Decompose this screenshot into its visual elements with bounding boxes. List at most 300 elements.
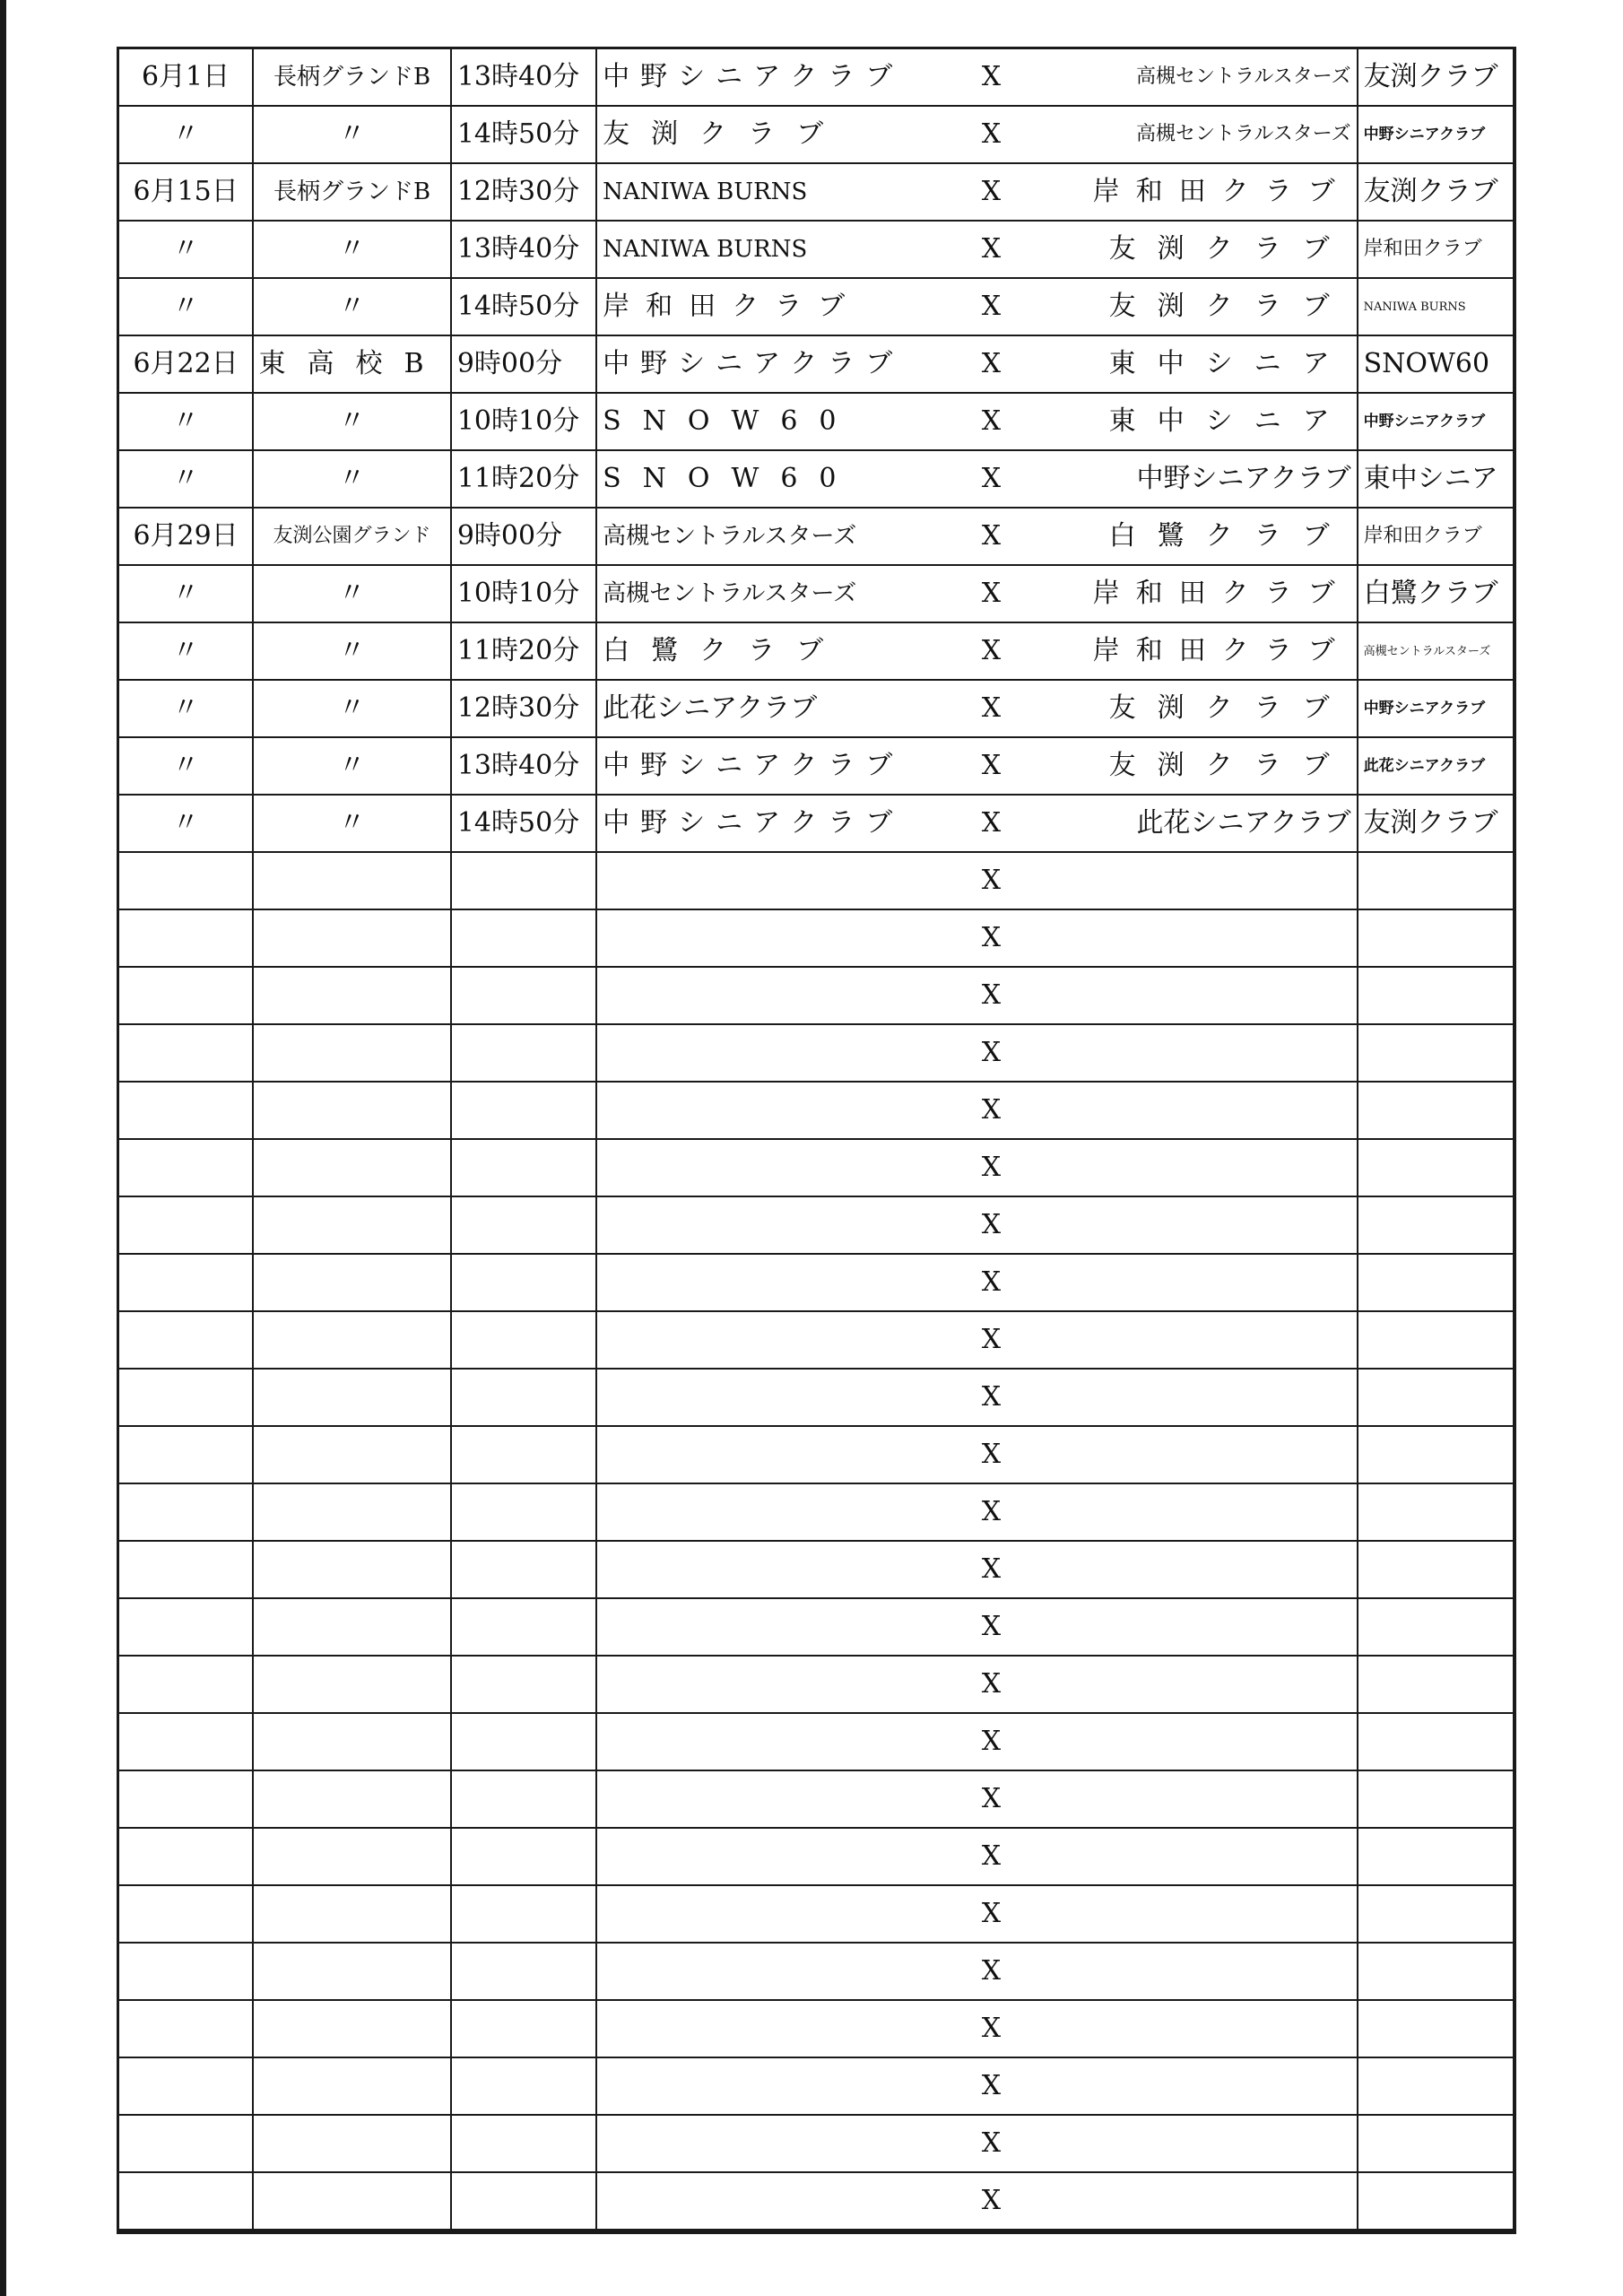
venue-cell: [253, 1139, 451, 1196]
venue-cell: [253, 1082, 451, 1139]
vs-cell: X: [938, 680, 1045, 737]
time-cell: 14時50分: [451, 278, 596, 335]
table-row: [119, 1943, 1513, 2000]
venue-cell: 〃: [253, 737, 451, 795]
vs-cell: X: [938, 1254, 1045, 1311]
away-team-cell: 友渕クラブ: [1045, 221, 1358, 278]
home-team-cell: [596, 1656, 938, 1713]
away-team-cell: 中野シニアクラブ: [1045, 450, 1358, 508]
home-team-cell: [596, 1541, 938, 1598]
away-team-cell: [1045, 1196, 1358, 1254]
away-team-cell: [1045, 1254, 1358, 1311]
home-team-cell: 高槻セントラルスターズ: [596, 565, 938, 622]
home-team-cell: SNOW60: [596, 450, 938, 508]
date-cell: [119, 1254, 253, 1311]
referee-team-cell: [1358, 1483, 1513, 1541]
venue-cell: 〃: [253, 565, 451, 622]
venue-cell: [253, 909, 451, 967]
date-cell: 6月1日: [119, 49, 253, 106]
referee-team-cell: 此花シニアクラブ: [1358, 737, 1513, 795]
referee-team-cell: 友渕クラブ: [1358, 49, 1513, 106]
time-cell: [451, 1483, 596, 1541]
away-team-cell: 岸和田クラブ: [1045, 565, 1358, 622]
venue-cell: [253, 1254, 451, 1311]
home-team-cell: [596, 909, 938, 967]
away-team-cell: 友渕クラブ: [1045, 278, 1358, 335]
table-row: [119, 2115, 1513, 2172]
table-row: [119, 278, 1513, 335]
vs-cell: X: [938, 852, 1045, 909]
away-team-cell: [1045, 1598, 1358, 1656]
referee-team-cell: [1358, 1139, 1513, 1196]
venue-cell: 〃: [253, 393, 451, 450]
date-cell: 〃: [119, 680, 253, 737]
time-cell: [451, 967, 596, 1024]
table-row: [119, 1828, 1513, 1885]
away-team-cell: [1045, 1885, 1358, 1943]
venue-cell: [253, 1196, 451, 1254]
table-row: [119, 1369, 1513, 1426]
time-cell: [451, 1828, 596, 1885]
referee-team-cell: [1358, 1885, 1513, 1943]
table-row: [119, 49, 1513, 106]
table-row: [119, 795, 1513, 852]
time-cell: [451, 2115, 596, 2172]
table-row: [119, 1541, 1513, 1598]
home-team-cell: [596, 1770, 938, 1828]
home-team-cell: [596, 1713, 938, 1770]
time-cell: 10時10分: [451, 393, 596, 450]
time-cell: 13時40分: [451, 737, 596, 795]
away-team-cell: 岸和田クラブ: [1045, 622, 1358, 680]
date-cell: 〃: [119, 278, 253, 335]
vs-cell: X: [938, 1024, 1045, 1082]
home-team-cell: SNOW60: [596, 393, 938, 450]
away-team-cell: 友渕クラブ: [1045, 680, 1358, 737]
time-cell: [451, 1082, 596, 1139]
away-team-cell: [1045, 1656, 1358, 1713]
vs-cell: X: [938, 1426, 1045, 1483]
venue-cell: 〃: [253, 278, 451, 335]
away-team-cell: [1045, 2057, 1358, 2115]
referee-team-cell: [1358, 1770, 1513, 1828]
date-cell: 〃: [119, 393, 253, 450]
venue-cell: 〃: [253, 680, 451, 737]
date-cell: [119, 1369, 253, 1426]
away-team-cell: [1045, 1483, 1358, 1541]
table-row: [119, 1139, 1513, 1196]
scan-edge-bar: [0, 0, 6, 2296]
referee-team-cell: [1358, 1713, 1513, 1770]
away-team-cell: [1045, 1311, 1358, 1369]
referee-team-cell: 岸和田クラブ: [1358, 221, 1513, 278]
time-cell: 10時10分: [451, 565, 596, 622]
referee-team-cell: [1358, 967, 1513, 1024]
home-team-cell: [596, 852, 938, 909]
home-team-cell: 高槻セントラルスターズ: [596, 508, 938, 565]
away-team-cell: [1045, 1541, 1358, 1598]
away-team-cell: [1045, 1713, 1358, 1770]
date-cell: 〃: [119, 622, 253, 680]
time-cell: [451, 1311, 596, 1369]
date-cell: 〃: [119, 737, 253, 795]
home-team-cell: [596, 1885, 938, 1943]
date-cell: [119, 1885, 253, 1943]
referee-team-cell: [1358, 1254, 1513, 1311]
vs-cell: X: [938, 967, 1045, 1024]
date-cell: [119, 2115, 253, 2172]
venue-cell: 〃: [253, 622, 451, 680]
home-team-cell: [596, 1082, 938, 1139]
vs-cell: X: [938, 221, 1045, 278]
away-team-cell: 白鷺クラブ: [1045, 508, 1358, 565]
vs-cell: X: [938, 622, 1045, 680]
vs-cell: X: [938, 450, 1045, 508]
venue-cell: [253, 852, 451, 909]
vs-cell: X: [938, 106, 1045, 163]
vs-cell: X: [938, 737, 1045, 795]
schedule-sheet: [117, 47, 1516, 2234]
home-team-cell: 此花シニアクラブ: [596, 680, 938, 737]
time-cell: [451, 1024, 596, 1082]
vs-cell: X: [938, 2115, 1045, 2172]
away-team-cell: [1045, 1139, 1358, 1196]
venue-cell: [253, 1369, 451, 1426]
away-team-cell: 高槻セントラルスターズ: [1045, 106, 1358, 163]
time-cell: [451, 2172, 596, 2230]
away-team-cell: [1045, 852, 1358, 909]
vs-cell: X: [938, 335, 1045, 393]
table-row: [119, 221, 1513, 278]
table-row: [119, 2057, 1513, 2115]
date-cell: 〃: [119, 565, 253, 622]
blank-rows: [119, 852, 1513, 2230]
time-cell: 13時40分: [451, 49, 596, 106]
away-team-cell: [1045, 909, 1358, 967]
away-team-cell: [1045, 2172, 1358, 2230]
time-cell: [451, 1139, 596, 1196]
date-cell: [119, 1770, 253, 1828]
referee-team-cell: [1358, 1943, 1513, 2000]
home-team-cell: [596, 2057, 938, 2115]
vs-cell: X: [938, 278, 1045, 335]
table-row: [119, 1598, 1513, 1656]
home-team-cell: [596, 1369, 938, 1426]
home-team-cell: [596, 1598, 938, 1656]
venue-cell: [253, 2115, 451, 2172]
home-team-cell: 岸和田クラブ: [596, 278, 938, 335]
date-cell: [119, 852, 253, 909]
home-team-cell: [596, 1828, 938, 1885]
vs-cell: X: [938, 1082, 1045, 1139]
referee-team-cell: [1358, 1082, 1513, 1139]
table-row: [119, 622, 1513, 680]
date-cell: 6月29日: [119, 508, 253, 565]
vs-cell: X: [938, 1196, 1045, 1254]
table-row: [119, 1254, 1513, 1311]
table-row: [119, 1426, 1513, 1483]
home-team-cell: [596, 1311, 938, 1369]
venue-cell: 〃: [253, 106, 451, 163]
referee-team-cell: 高槻セントラルスターズ: [1358, 622, 1513, 680]
venue-cell: [253, 1713, 451, 1770]
date-cell: [119, 1426, 253, 1483]
away-team-cell: 友渕クラブ: [1045, 737, 1358, 795]
venue-cell: [253, 1426, 451, 1483]
referee-team-cell: [1358, 909, 1513, 967]
home-team-cell: 白鷺クラブ: [596, 622, 938, 680]
vs-cell: X: [938, 795, 1045, 852]
date-cell: [119, 1541, 253, 1598]
referee-team-cell: [1358, 1196, 1513, 1254]
date-cell: 〃: [119, 795, 253, 852]
date-cell: [119, 1024, 253, 1082]
away-team-cell: 東中シニア: [1045, 393, 1358, 450]
table-row: [119, 508, 1513, 565]
home-team-cell: [596, 2115, 938, 2172]
table-row: [119, 1483, 1513, 1541]
date-cell: [119, 1656, 253, 1713]
venue-cell: [253, 1656, 451, 1713]
away-team-cell: [1045, 2000, 1358, 2057]
venue-cell: [253, 1483, 451, 1541]
away-team-cell: 東中シニア: [1045, 335, 1358, 393]
referee-team-cell: 東中シニア: [1358, 450, 1513, 508]
referee-team-cell: SNOW60: [1358, 335, 1513, 393]
vs-cell: X: [938, 163, 1045, 221]
date-cell: [119, 2172, 253, 2230]
referee-team-cell: [1358, 1656, 1513, 1713]
time-cell: [451, 1713, 596, 1770]
referee-team-cell: 白鷺クラブ: [1358, 565, 1513, 622]
referee-team-cell: NANIWA BURNS: [1358, 278, 1513, 335]
date-cell: [119, 1598, 253, 1656]
table-row: [119, 1713, 1513, 1770]
date-cell: [119, 1483, 253, 1541]
venue-cell: 〃: [253, 450, 451, 508]
time-cell: [451, 2000, 596, 2057]
venue-cell: [253, 1024, 451, 1082]
time-cell: [451, 1426, 596, 1483]
referee-team-cell: [1358, 2000, 1513, 2057]
referee-team-cell: [1358, 1024, 1513, 1082]
table-row: [119, 335, 1513, 393]
match-schedule-table: [119, 49, 1513, 2231]
home-team-cell: [596, 967, 938, 1024]
away-team-cell: [1045, 1828, 1358, 1885]
date-cell: [119, 1713, 253, 1770]
vs-cell: X: [938, 1369, 1045, 1426]
time-cell: [451, 1656, 596, 1713]
table-row: [119, 2172, 1513, 2230]
table-row: [119, 106, 1513, 163]
table-row: [119, 1656, 1513, 1713]
venue-cell: 長柄グランドB: [253, 163, 451, 221]
vs-cell: X: [938, 1656, 1045, 1713]
time-cell: [451, 909, 596, 967]
time-cell: 14時50分: [451, 106, 596, 163]
home-team-cell: [596, 2172, 938, 2230]
away-team-cell: [1045, 1369, 1358, 1426]
date-cell: [119, 1828, 253, 1885]
time-cell: [451, 1541, 596, 1598]
time-cell: [451, 1369, 596, 1426]
referee-team-cell: [1358, 1598, 1513, 1656]
vs-cell: X: [938, 1311, 1045, 1369]
venue-cell: 〃: [253, 221, 451, 278]
referee-team-cell: [1358, 1369, 1513, 1426]
venue-cell: 長柄グランドB: [253, 49, 451, 106]
away-team-cell: [1045, 967, 1358, 1024]
time-cell: [451, 852, 596, 909]
venue-cell: [253, 1770, 451, 1828]
date-cell: [119, 909, 253, 967]
venue-cell: [253, 2057, 451, 2115]
table-row: [119, 852, 1513, 909]
vs-cell: X: [938, 1713, 1045, 1770]
table-row: [119, 450, 1513, 508]
vs-cell: X: [938, 508, 1045, 565]
vs-cell: X: [938, 1483, 1045, 1541]
home-team-cell: 中野シニアクラブ: [596, 737, 938, 795]
date-cell: [119, 1196, 253, 1254]
table-row: [119, 737, 1513, 795]
away-team-cell: [1045, 1426, 1358, 1483]
schedule-body: [119, 49, 1513, 852]
venue-cell: 〃: [253, 795, 451, 852]
home-team-cell: [596, 1139, 938, 1196]
table-row: [119, 1082, 1513, 1139]
venue-cell: [253, 1828, 451, 1885]
time-cell: [451, 1943, 596, 2000]
home-team-cell: [596, 1483, 938, 1541]
home-team-cell: [596, 1024, 938, 1082]
date-cell: [119, 967, 253, 1024]
venue-cell: 東高校B: [253, 335, 451, 393]
vs-cell: X: [938, 2057, 1045, 2115]
vs-cell: X: [938, 2172, 1045, 2230]
venue-cell: 友渕公園グランド: [253, 508, 451, 565]
home-team-cell: [596, 1196, 938, 1254]
vs-cell: X: [938, 1885, 1045, 1943]
home-team-cell: [596, 1426, 938, 1483]
vs-cell: X: [938, 1943, 1045, 2000]
referee-team-cell: [1358, 852, 1513, 909]
table-row: [119, 1885, 1513, 1943]
away-team-cell: [1045, 1770, 1358, 1828]
table-row: [119, 1311, 1513, 1369]
vs-cell: X: [938, 1139, 1045, 1196]
away-team-cell: 此花シニアクラブ: [1045, 795, 1358, 852]
time-cell: 13時40分: [451, 221, 596, 278]
referee-team-cell: 友渕クラブ: [1358, 795, 1513, 852]
vs-cell: X: [938, 1828, 1045, 1885]
referee-team-cell: 中野シニアクラブ: [1358, 106, 1513, 163]
time-cell: 11時20分: [451, 622, 596, 680]
venue-cell: [253, 2000, 451, 2057]
vs-cell: X: [938, 1770, 1045, 1828]
time-cell: 14時50分: [451, 795, 596, 852]
home-team-cell: 友渕クラブ: [596, 106, 938, 163]
home-team-cell: [596, 2000, 938, 2057]
time-cell: 9時00分: [451, 335, 596, 393]
vs-cell: X: [938, 909, 1045, 967]
referee-team-cell: [1358, 1311, 1513, 1369]
table-row: [119, 967, 1513, 1024]
venue-cell: [253, 1885, 451, 1943]
time-cell: [451, 1770, 596, 1828]
referee-team-cell: 友渕クラブ: [1358, 163, 1513, 221]
referee-team-cell: [1358, 2115, 1513, 2172]
away-team-cell: [1045, 1943, 1358, 2000]
date-cell: [119, 1311, 253, 1369]
time-cell: [451, 1196, 596, 1254]
date-cell: [119, 1139, 253, 1196]
referee-team-cell: [1358, 2057, 1513, 2115]
vs-cell: X: [938, 565, 1045, 622]
away-team-cell: [1045, 1082, 1358, 1139]
home-team-cell: NANIWA BURNS: [596, 163, 938, 221]
table-row: [119, 680, 1513, 737]
vs-cell: X: [938, 1598, 1045, 1656]
date-cell: [119, 1943, 253, 2000]
table-row: [119, 1024, 1513, 1082]
venue-cell: [253, 1598, 451, 1656]
vs-cell: X: [938, 2000, 1045, 2057]
date-cell: 〃: [119, 221, 253, 278]
time-cell: 11時20分: [451, 450, 596, 508]
referee-team-cell: [1358, 1426, 1513, 1483]
time-cell: 12時30分: [451, 163, 596, 221]
away-team-cell: [1045, 2115, 1358, 2172]
time-cell: 9時00分: [451, 508, 596, 565]
date-cell: [119, 2057, 253, 2115]
away-team-cell: 岸和田クラブ: [1045, 163, 1358, 221]
date-cell: 〃: [119, 106, 253, 163]
home-team-cell: 中野シニアクラブ: [596, 49, 938, 106]
referee-team-cell: 中野シニアクラブ: [1358, 680, 1513, 737]
table-row: [119, 393, 1513, 450]
table-row: [119, 909, 1513, 967]
referee-team-cell: 岸和田クラブ: [1358, 508, 1513, 565]
vs-cell: X: [938, 393, 1045, 450]
table-row: [119, 1770, 1513, 1828]
referee-team-cell: [1358, 2172, 1513, 2230]
time-cell: [451, 2057, 596, 2115]
referee-team-cell: [1358, 1541, 1513, 1598]
home-team-cell: NANIWA BURNS: [596, 221, 938, 278]
venue-cell: [253, 1943, 451, 2000]
referee-team-cell: 中野シニアクラブ: [1358, 393, 1513, 450]
home-team-cell: 中野シニアクラブ: [596, 335, 938, 393]
table-row: [119, 1196, 1513, 1254]
date-cell: [119, 1082, 253, 1139]
time-cell: [451, 1254, 596, 1311]
venue-cell: [253, 2172, 451, 2230]
venue-cell: [253, 967, 451, 1024]
time-cell: [451, 1598, 596, 1656]
vs-cell: X: [938, 1541, 1045, 1598]
away-team-cell: [1045, 1024, 1358, 1082]
venue-cell: [253, 1541, 451, 1598]
away-team-cell: 高槻セントラルスターズ: [1045, 49, 1358, 106]
time-cell: [451, 1885, 596, 1943]
table-row: [119, 163, 1513, 221]
home-team-cell: [596, 1943, 938, 2000]
date-cell: [119, 2000, 253, 2057]
table-row: [119, 2000, 1513, 2057]
vs-cell: X: [938, 49, 1045, 106]
